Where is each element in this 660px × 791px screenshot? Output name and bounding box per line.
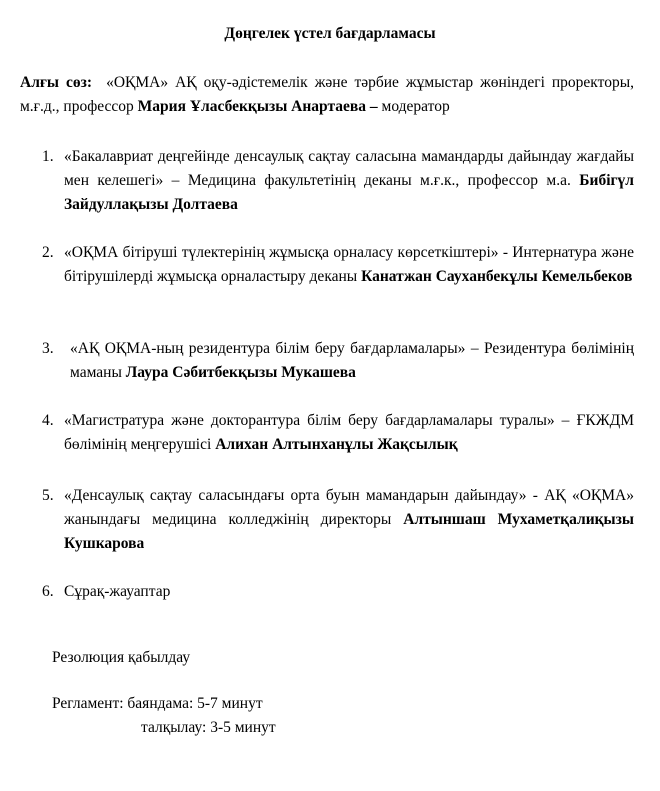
agenda-item-number: 3. bbox=[42, 340, 54, 357]
agenda-item-person: Алтыншаш Мухаметқалиқызы Кушкарова bbox=[64, 511, 634, 552]
intro-role: модератор bbox=[381, 98, 450, 115]
agenda-item-4 bbox=[42, 409, 634, 457]
agenda-item-6 bbox=[42, 580, 634, 604]
agenda-item-text: «ОҚМА бітіруші түлектерінің жұмысқа орналасу көрсеткіштері» - Интернатура және бітірушілерді жұмысқа орналастыру деканы bbox=[64, 244, 634, 285]
agenda-item-number: 1. bbox=[42, 148, 54, 165]
agenda-item-text: «АҚ ОҚМА-ның резидентура білім беру бағдарламалары» – Резидентура бөлімінің маманы bbox=[70, 340, 634, 381]
agenda-item-number: 2. bbox=[42, 244, 54, 261]
agenda-item-text: Сұрақ-жауаптар bbox=[64, 583, 171, 600]
agenda-item-person: Бибігүл Зайдуллақызы Долтаева bbox=[64, 172, 635, 213]
intro-label: Алғы сөз: bbox=[20, 74, 93, 91]
reglament-line-1: Регламент: баяндама: 5-7 минут bbox=[52, 695, 263, 712]
agenda-item-1 bbox=[42, 145, 634, 217]
agenda-item-person: Канатжан Сауханбекұлы Кемельбеков bbox=[361, 268, 633, 285]
reglament-line-2: талқылау: 3-5 минут bbox=[141, 719, 276, 736]
document-title: Дөңгелек үстел бағдарламасы bbox=[224, 25, 436, 42]
intro-text: «ОҚМА» АҚ оқу-әдістемелік және тәрбие жұмыстар жөніндегі проректоры, м.ғ.д., профессор bbox=[20, 74, 634, 115]
intro-person: Мария Ұласбекқызы Анартаева – bbox=[137, 98, 378, 115]
agenda-item-text: «Денсаулық сақтау саласындағы орта буын мамандарын дайындау» - АҚ «ОҚМА» жанындағы медицина колледжінің директоры bbox=[64, 487, 634, 528]
agenda-item-number: 6. bbox=[42, 583, 54, 600]
agenda-item-person: Лаура Сәбитбекқызы Мукашева bbox=[125, 364, 356, 381]
intro-paragraph bbox=[20, 71, 634, 119]
resolution-line: Резолюция қабылдау bbox=[52, 649, 191, 666]
agenda-item-text: «Магистратура және докторантура білім беру бағдарламалары туралы» – ҒКЖДМ бөлімінің меңгерушісі bbox=[64, 412, 634, 453]
agenda-item-5 bbox=[42, 484, 634, 556]
agenda-item-3 bbox=[42, 337, 634, 385]
agenda-item-person: Алихан Алтынханұлы Жақсылық bbox=[215, 436, 458, 453]
agenda-item-number: 5. bbox=[42, 487, 54, 504]
agenda-item-2 bbox=[42, 241, 634, 289]
agenda-item-number: 4. bbox=[42, 412, 54, 429]
agenda-item-text: «Бакалавриат деңгейінде денсаулық сақтау саласына мамандарды дайындау жағдайы мен келешегі» – Медицина факультетінің деканы м.ғ.к., профессор м.а. bbox=[64, 148, 634, 189]
